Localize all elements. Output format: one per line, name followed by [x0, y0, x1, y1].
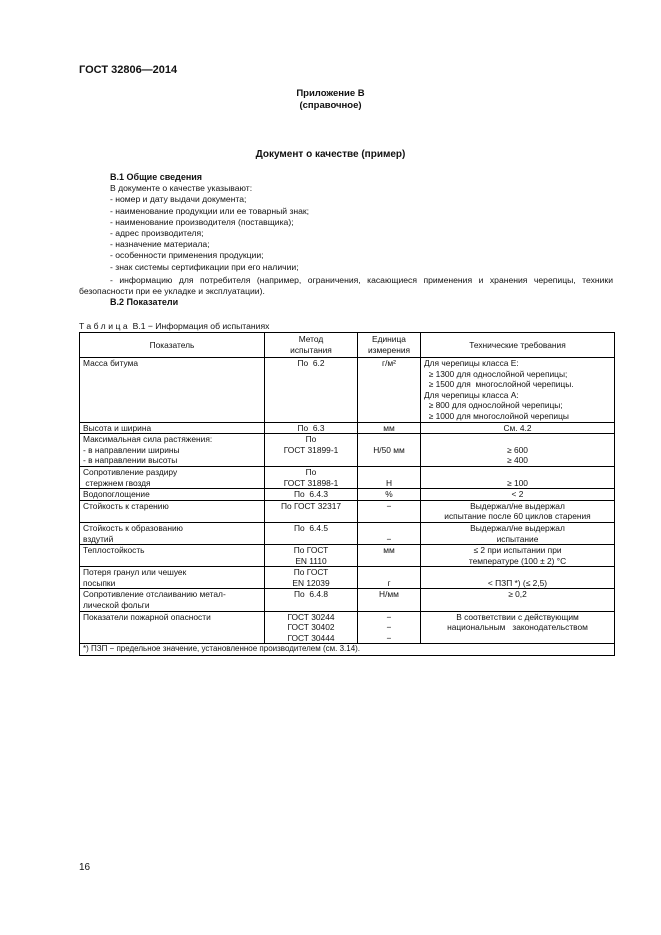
- list-item: - адрес производителя;: [110, 228, 204, 239]
- list-item: - номер и дату выдачи документа;: [110, 194, 247, 205]
- table-row: [80, 545, 615, 567]
- cell-method: По 6.2: [265, 358, 358, 423]
- appendix-subtitle: (справочное): [299, 100, 362, 111]
- cell-requirements: Выдержал/не выдержал испытание: [421, 522, 615, 544]
- cell-unit: г: [358, 567, 421, 589]
- list-item: - назначение материала;: [110, 239, 210, 250]
- cell-indicator: Сопротивление отслаиванию метал- лической фольги: [80, 589, 265, 611]
- cell-requirements: В соответствии с действующим национальным законодательством: [421, 611, 615, 644]
- caption-prefix: Таблица: [79, 321, 131, 331]
- list-item: - наименование продукции или ее товарный знак;: [110, 205, 310, 216]
- column-header-requirements: Технические требования: [421, 333, 615, 358]
- page-number: 16: [79, 862, 91, 873]
- cell-unit: −: [358, 522, 421, 544]
- cell-unit: Н/мм: [358, 589, 421, 611]
- list-item-consumer-info: - информацию для потребителя (например, ограничения, касающиеся применения и хранения черепицы, техники безопасности при ее укладке и эксплуатации).: [79, 275, 613, 297]
- section2-heading: В.2 Показатели: [110, 297, 179, 307]
- table-row: [80, 489, 615, 501]
- column-header-indicator: Показатель: [80, 333, 265, 358]
- cell-requirements: ≤ 2 при испытании при температуре (100 ± 2) °С: [421, 545, 615, 567]
- cell-method: По ГОСТ EN 1110: [265, 545, 358, 567]
- cell-indicator: Сопротивление раздиру стержнем гвоздя: [80, 466, 265, 488]
- cell-unit: −: [358, 500, 421, 522]
- section1-heading: В.1 Общие сведения: [110, 172, 203, 182]
- test-info-table: [79, 332, 615, 656]
- cell-requirements: Выдержал/не выдержал испытание после 60 циклов старения: [421, 500, 615, 522]
- table-row: [80, 434, 615, 467]
- cell-requirements: < ПЗП *) (≤ 2,5): [421, 567, 615, 589]
- list-item: - особенности применения продукции;: [110, 250, 264, 261]
- cell-unit: Н/50 мм: [358, 434, 421, 467]
- cell-method: По ГОСТ EN 12039: [265, 567, 358, 589]
- table-row: [80, 611, 615, 644]
- cell-indicator: Теплостойкость: [80, 545, 265, 567]
- table-row: [80, 589, 615, 611]
- cell-indicator: Стойкость к старению: [80, 500, 265, 522]
- table-footnote: *) ПЗП − предельное значение, установленное производителем (см. 3.14).: [80, 644, 615, 656]
- cell-indicator: Стойкость к образованию вздутий: [80, 522, 265, 544]
- cell-indicator: Максимальная сила растяжения: - в направлении ширины - в направлении высоты: [80, 434, 265, 467]
- cell-unit: мм: [358, 422, 421, 434]
- cell-unit: %: [358, 489, 421, 501]
- cell-indicator: Водопоглощение: [80, 489, 265, 501]
- cell-indicator: Высота и ширина: [80, 422, 265, 434]
- column-header-method: Метод испытания: [265, 333, 358, 358]
- cell-method: По ГОСТ 31898-1: [265, 466, 358, 488]
- cell-indicator: Потеря гранул или чешуек посыпки: [80, 567, 265, 589]
- document-title: Документ о качестве (пример): [255, 149, 406, 160]
- cell-requirements: ≥ 100: [421, 466, 615, 488]
- table-caption: [79, 321, 269, 331]
- appendix-title: Приложение В: [296, 88, 365, 99]
- cell-method: По 6.4.8: [265, 589, 358, 611]
- table-row: [80, 567, 615, 589]
- list-item: - знак системы сертификации при его наличии;: [110, 261, 299, 272]
- list-item: - наименование производителя (поставщика);: [110, 216, 294, 227]
- cell-method: По ГОСТ 31899-1: [265, 434, 358, 467]
- table-row: [80, 500, 615, 522]
- cell-unit: г/м²: [358, 358, 421, 423]
- cell-method: По 6.4.5: [265, 522, 358, 544]
- table-row: [80, 358, 615, 423]
- cell-indicator: Масса битума: [80, 358, 265, 423]
- appendix-heading: [0, 88, 661, 112]
- caption-text: В.1 − Информация об испытаниях: [130, 321, 270, 331]
- section-general: [110, 172, 630, 273]
- cell-unit: Н: [358, 466, 421, 488]
- cell-method: ГОСТ 30244 ГОСТ 30402 ГОСТ 30444: [265, 611, 358, 644]
- cell-unit: мм: [358, 545, 421, 567]
- cell-requirements: ≥ 0,2: [421, 589, 615, 611]
- section1-lead: В документе о качестве указывают:: [110, 183, 253, 194]
- cell-method: По ГОСТ 32317: [265, 500, 358, 522]
- cell-requirements: Для черепицы класса Е: ≥ 1300 для однослойной черепицы; ≥ 1500 для многослойной черепицы. Для черепицы класса А: ≥ 800 для однослойной черепицы; ≥ 1000 для многослойной черепицы: [421, 358, 615, 423]
- cell-unit: − − −: [358, 611, 421, 644]
- cell-requirements: < 2: [421, 489, 615, 501]
- cell-method: По 6.4.3: [265, 489, 358, 501]
- column-header-unit: Единица измерения: [358, 333, 421, 358]
- standard-code: ГОСТ 32806—2014: [79, 64, 178, 76]
- cell-method: По 6.3: [265, 422, 358, 434]
- cell-requirements: ≥ 600 ≥ 400: [421, 434, 615, 467]
- cell-indicator: Показатели пожарной опасности: [80, 611, 265, 644]
- table-row: [80, 466, 615, 488]
- table-row: [80, 422, 615, 434]
- table-row: [80, 522, 615, 544]
- cell-requirements: См. 4.2: [421, 422, 615, 434]
